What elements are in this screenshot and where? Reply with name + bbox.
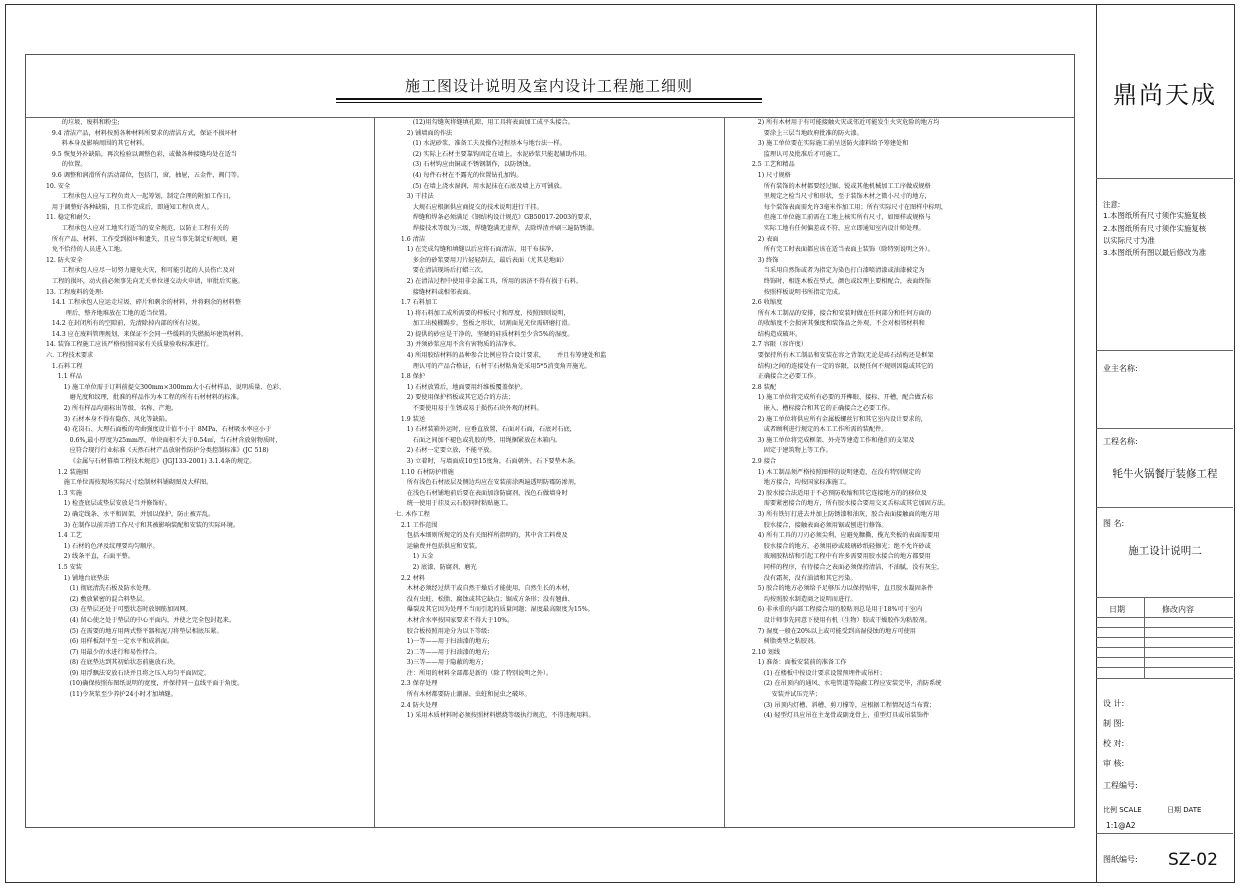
spec-line: 1) 采用木质材料时必须按照材料燃烧等级执行规范，不得违规用料。 bbox=[395, 712, 595, 720]
spec-line: 1) 施工单位需于订料前提交300mm×300mm大小石材样品，说明质量、色彩、 bbox=[46, 383, 286, 391]
spec-line: 理后，整齐地堆放在工地的适当位置。 bbox=[46, 309, 171, 317]
spec-line: 1) 石材放置后，地面要用纤维板覆盖保护。 bbox=[395, 383, 527, 391]
spec-line: 1) 五金 bbox=[395, 553, 434, 561]
spec-line: (4) 轻型灯具应吊在主龙骨或副龙骨上，重型灯具或吊装饰件 bbox=[746, 712, 930, 720]
spec-line: 焊接技术等级为三级，焊缝饱满无虚焊，去除焊渣并刷三遍防锈漆。 bbox=[395, 224, 599, 232]
spec-line: 1) 施工单位将完成所有必要的开榫眼、接标、开槽，配合做舌标 bbox=[746, 394, 934, 402]
spec-line: 3) 并须砂浆应用不含有害物质的洁净水。 bbox=[395, 341, 521, 349]
spec-line: 11. 稳定和耐久: bbox=[46, 214, 91, 222]
spec-line: 14.1 工程承包人应运走垃圾、碎片和剩余的材料，并将剩余的材料整 bbox=[46, 299, 241, 307]
spec-line: 没有虫蛀、松脂、腐蚀或其它缺点；锯成方条形；没有翘曲、 bbox=[395, 595, 574, 603]
rev-row-line bbox=[1096, 678, 1233, 679]
spec-line: 没有霜灰，没有油渍和其它污染。 bbox=[746, 574, 857, 582]
spec-line: 2.8 装配 bbox=[746, 383, 777, 391]
spec-line: 要涂上三层当地政府批准的防火漆。 bbox=[746, 129, 863, 137]
note-line: 2.本图纸所有尺寸须作实施复核 bbox=[1103, 224, 1207, 233]
spec-line: 2) 提供的砂应是干净的，坚硬的硅质材料至少含5%的湿度。 bbox=[395, 330, 574, 338]
spec-line: 2) 底漆、防腐剂、磨光 bbox=[395, 563, 477, 571]
spec-line: 4) 花岗石、大理石面板的弯曲强度设计值不小于 8MPa，石材吸水率应小于 bbox=[46, 426, 272, 434]
spec-line: 所有产品、材料、工作受到损坏和遗失，且应当事先制定好规则，避 bbox=[46, 235, 238, 243]
job-number-label: 工程编号: bbox=[1103, 781, 1138, 790]
spec-line: 14.2 在封闭所有的空隙前，先清除掉内部的所有垃圾。 bbox=[46, 320, 204, 328]
approve-label: 审 核: bbox=[1103, 759, 1125, 768]
spec-line: 3)三等——用于隐蔽的地方; bbox=[395, 659, 484, 667]
spec-line: 2.2 材料 bbox=[395, 574, 426, 582]
spec-line: 1) 尺寸规格 bbox=[746, 171, 791, 179]
spec-line: 不要使用易于生锈或易于损伤石块外观的材料。 bbox=[395, 405, 543, 413]
spec-line: 免不恰待的人员进入工地。 bbox=[46, 246, 127, 254]
tb-line-2 bbox=[1096, 350, 1233, 351]
spec-line: 1) 检查底层或垫层安放是当并修饰好。 bbox=[46, 500, 172, 508]
spec-line: 但施工单位施工前需在工地上核实所有尺寸，如图样或规格与 bbox=[746, 214, 931, 222]
spec-line: 地方接合，均按国家标准施工。 bbox=[746, 479, 851, 487]
spec-line: (2) 实际上石材主要靠钩固定在墙上，水泥砂浆只能起辅助作用。 bbox=[395, 150, 591, 158]
spec-line: 施工单位需按现场实际尺寸绘制材料铺砌图及大样图。 bbox=[46, 479, 213, 487]
design-label: 设 计: bbox=[1103, 699, 1125, 708]
spec-line: 结构造成破坏。 bbox=[746, 330, 802, 338]
spec-line: 1.7 石料加工 bbox=[395, 299, 438, 307]
spec-line: 所有浅色石材底层及侧边均应在安装前涂两遍透明防霉防渗剂， bbox=[395, 479, 581, 487]
spec-line: 9.6 调整和润滑所有活动部位，包括门，窗，抽屉，五金件，阀门等。 bbox=[46, 171, 244, 179]
rev-row-line bbox=[1096, 657, 1233, 658]
spec-line: (4) 留心使之处于垫层的中心平面内，并使之完全包封起来。 bbox=[46, 616, 236, 624]
spec-line: (8) 在底垫达到其初始状态前施放石块。 bbox=[46, 659, 180, 667]
spec-line: 玻璃胶粘结和引起工程中有许多需要用胶水接合的地方都要用 bbox=[746, 553, 931, 561]
sheet-number: SZ-02 bbox=[1168, 850, 1218, 870]
date-label: 日期 DATE bbox=[1167, 806, 1202, 814]
spec-line: 理认可的产品合格证，石材干石材粘角处采用5*5消变角开施光。 bbox=[395, 362, 591, 370]
spec-line: 3) 立着时，与墙面成10至15度角，石面朝外，石下要垫木条。 bbox=[395, 458, 580, 465]
spec-line: 需要紧密接合的地方，所有胶水接合要用交叉舌标或其它加固方法。 bbox=[746, 500, 950, 508]
spec-line: 3) 在制作以前弄清工作尺寸和其被影响装配和安装的实际环境。 bbox=[46, 521, 240, 529]
rev-row-line bbox=[1096, 637, 1233, 638]
spec-line: 工程承包人应对工地实行适当的安全规范，以防止工程有关的 bbox=[46, 224, 229, 232]
spec-line: 同样的程序，有待接合之表面必须保持清洁，不油腻，没有灰尘， bbox=[746, 563, 944, 571]
spec-column-2 bbox=[395, 118, 720, 827]
spec-line: 14.3 应在废料管理规划，来保证不会同一些缓料的失燃损坏建筑材料。 bbox=[46, 330, 248, 338]
spec-line: 木材必须经过烘干或自然干燥后才能使用，自然生长的木材， bbox=[395, 585, 574, 593]
spec-line: 多余的砂浆要用刀片轻轻刮去，最后表面（尤其是地面） bbox=[395, 256, 568, 264]
spec-line: (12)用勾缝灰将缝填孔隙，用工具将表面加工成平头接合。 bbox=[395, 119, 574, 126]
spec-line: 所有木材都要防止潮湿、虫蛀和昆虫之破坏。 bbox=[395, 691, 531, 699]
spec-line: (2) 敷放紧密的混合料垫层。 bbox=[46, 595, 149, 603]
drawing-name: 施工设计说明二 bbox=[1128, 545, 1202, 557]
column-divider-2 bbox=[724, 117, 725, 827]
spec-line: 2) 铺墙面的作法 bbox=[395, 129, 453, 137]
spec-line: 固定于建筑物上等工作。 bbox=[746, 447, 832, 455]
spec-line: 工程承包人应与工程负责人一起筹划，制定合理的附加工作日， bbox=[46, 193, 235, 201]
spec-line: 1.2 装施图 bbox=[46, 468, 89, 476]
spec-line: (3) 石材钩应由铜或不锈钢制作，以防锈蚀。 bbox=[395, 161, 535, 169]
rev-row-line bbox=[1096, 667, 1233, 668]
spec-line: (1) 在楼板中按设计要求设置预埋件或吊杆； bbox=[746, 669, 886, 677]
spec-line: 胶水接合的地方，必须用砂或玻璃砂纸轻擦光；绝不允许砂或 bbox=[746, 542, 931, 550]
spec-line: 安装并试压完毕； bbox=[746, 691, 822, 699]
spec-line: 焊缝和焊条必须满足《钢结构设计规范》GB50017-2003的要求， bbox=[395, 214, 596, 222]
document-title: 施工图设计说明及室内设计工程施工细则 bbox=[404, 77, 693, 95]
spec-line: 3) 施工单位要在实际施工前呈送防火漆料给予筹建处和 bbox=[746, 140, 909, 148]
spec-line: 接缝材料或相邻表面。 bbox=[395, 288, 475, 296]
scale-label: 比例 SCALE bbox=[1103, 806, 1142, 814]
note-line: 3.本图纸所有图以最后修改为准 bbox=[1103, 248, 1207, 257]
rev-row-line bbox=[1096, 617, 1233, 618]
project-label: 工程名称: bbox=[1103, 437, 1138, 446]
spec-line: 2) 确定线条、水平和固架，并加以保护，防止被弄乱。 bbox=[46, 510, 215, 518]
spec-line: 包括本细则所规定的及有关图样所指明的，其中含工料费及 bbox=[395, 532, 568, 540]
spec-line: 1.10 石材防护措施 bbox=[395, 468, 454, 476]
spec-line: 木材含水率按国家要求不得大于10%。 bbox=[395, 616, 514, 624]
spec-line: 3) 石材本身不得有隐伤、风化等缺陷。 bbox=[46, 415, 172, 423]
spec-line: (5) 在需要的地方用两式整平器和泥刀将垫层相底压紧。 bbox=[46, 627, 223, 635]
notes-title: 注意: bbox=[1103, 200, 1121, 209]
spec-line: 设计师事先同意下使用有机（生物）胶或干燥胶作为粘胶剂。 bbox=[746, 616, 931, 624]
spec-line: 的垃圾、废料和粉尘; bbox=[46, 119, 120, 126]
spec-line: 1) 将石料加工成所需要的样板尺寸和厚度，按照图则说明， bbox=[395, 309, 570, 317]
rev-row-line bbox=[1096, 647, 1233, 648]
spec-line: 《金属与石材幕墙工程技术规范》(JGJ133-2001) 3.1.4条的规定。 bbox=[46, 458, 256, 465]
spec-line: 1.3 实施 bbox=[46, 489, 82, 497]
spec-line: 结构)之间的连接处有一定的容限，以便任何不规则因隐或其它的 bbox=[746, 362, 934, 370]
rev-col-divider bbox=[1144, 597, 1145, 678]
spec-line: 运输费并包括供应和安装。 bbox=[395, 542, 482, 550]
note-line: 以实际尺寸为准 bbox=[1103, 236, 1155, 245]
spec-line: (5) 在墙上浇水湿润，用水泥抹在石底及墙上方可铺放。 bbox=[395, 182, 566, 190]
title-underline-1 bbox=[336, 98, 762, 100]
spec-line: 大规石应根据供应商提交的技术说明进行干挂。 bbox=[395, 203, 543, 211]
spec-line: 在浅色石材铺地前后要在表面加涂防腐剂，浅色石做墙身时 bbox=[395, 489, 568, 497]
spec-line: (1) 水泥砂浆，准备工夫及操作过程基本与地台法一样。 bbox=[395, 140, 566, 148]
spec-line: 要保持所有木工制品和安装在容之背架(无论是砖石结构还是框架 bbox=[746, 352, 934, 360]
spec-line: 5) 胶合的地方必须给予足够压力以保持贴牢，直且胶水凝固条件 bbox=[746, 585, 934, 593]
spec-line: 3) 所有铁钉打进去并加上防锈漆和油灰，胶合表面接触面的地方用 bbox=[746, 510, 940, 518]
column-divider-1 bbox=[374, 117, 375, 827]
scale-value: 1:1@A2 bbox=[1106, 821, 1136, 830]
spec-line: (2) 在吊顶内的通风、水电管道等隐蔽工程应安装完毕，消防系统 bbox=[746, 680, 942, 688]
project-name: 牦牛火锅餐厅装修工程 bbox=[1112, 468, 1218, 480]
spec-line: 10. 安全 bbox=[46, 182, 71, 190]
spec-line: 9.4 清洁产品，材料按照各种材料所要求的清洁方式，保证不损坏材 bbox=[46, 129, 237, 137]
spec-line: 2.7 容限（容许度） bbox=[746, 341, 808, 349]
spec-line: 的收缩度不会损害其强度和装饰品之外观，不会对相邻材料和 bbox=[746, 320, 925, 328]
spec-column-1 bbox=[46, 118, 370, 827]
drawing-label: 图 名: bbox=[1103, 519, 1125, 528]
title-underline-2 bbox=[336, 102, 762, 103]
spec-line: 所有完工时表面都应该在适当表面上装饰（除特别说明之外）。 bbox=[746, 246, 934, 254]
spec-line: 2.1 工作范围 bbox=[395, 521, 438, 529]
spec-line: 应符合现行行业标准《天然石材产品放射性防护分类控制标准》(JC 518) bbox=[46, 447, 269, 455]
spec-line: 六. 工程技术要求 bbox=[46, 352, 94, 360]
spec-line: 终饰时，相连木板在型式、颜色或纹理上要相配合，表面终饰 bbox=[746, 277, 931, 285]
spec-line: (11)令灰浆至少养护24小时才加填缝。 bbox=[46, 691, 177, 699]
spec-line: 6) 非承重的内部工程接合用的胶粘剂总是用于18%可于室内 bbox=[746, 606, 923, 614]
spec-line: 加工出棱棚踢步，竖板之形状，切割面见光位需研磨打滑。 bbox=[395, 320, 574, 328]
tb-line-5 bbox=[1096, 597, 1233, 598]
spec-line: 2) 线条平直，石面平整。 bbox=[46, 553, 134, 561]
spec-line: 7) 湿度一般在20%以上或可能受到高湿侵蚀的地方可使用 bbox=[746, 627, 916, 635]
spec-line: 2.5 工艺和精品 bbox=[746, 161, 795, 169]
spec-column-3 bbox=[746, 118, 1070, 827]
spec-line: 2.10 划线 bbox=[746, 648, 781, 656]
company-name: 鼎尚天成 bbox=[1113, 81, 1217, 109]
spec-line: (9) 用浮飘法安放石块并且将之压入均匀平面固定。 bbox=[46, 669, 211, 677]
spec-line: (3) 在垫层还处于可塑状态时放钢筋加固网。 bbox=[46, 606, 192, 614]
spec-line: 每个装饰表面需允许3毫米作加工用；所有实际尺寸在图样中标明， bbox=[746, 203, 948, 211]
spec-line: (4) 每件石材在不露光的位置钻孔加钩。 bbox=[395, 171, 523, 179]
spec-line: 磨光度和纹理，批准的样品作为本工程的所有石材材料的标准。 bbox=[46, 394, 243, 402]
spec-line: 12. 防火安全 bbox=[46, 256, 83, 264]
spec-line: 2) 所有木材用于有可能接触火灾或邻近可能发生火灾危险的地方均 bbox=[746, 119, 940, 126]
spec-line: 3) 终饰 bbox=[746, 256, 779, 264]
spec-line: 2) 胶水接合法适用于不必预防收缩和其它连接地方的的移位及 bbox=[746, 489, 927, 497]
spec-line: 胶水接合，接触表面必须用锯或刨进行修饰。 bbox=[746, 521, 888, 529]
note-line: 1.本图纸所有尺寸须作实施复核 bbox=[1103, 211, 1207, 220]
spec-line: 2) 要使用保护档板或其它适合的方法； bbox=[395, 394, 515, 402]
spec-line: 用于调整好各种缺陷，且工作完成后，即通知工程负责人。 bbox=[46, 203, 213, 211]
spec-line: 胶合板按照用途分为以下等级: bbox=[395, 627, 490, 635]
spec-line: 注：所用的材料全部都是新的（除了特别说明之外）。 bbox=[395, 669, 553, 677]
spec-line: 4) 所用胶结材料的品种参合比例应符合设计要求， 并且有筹建处和监 bbox=[395, 352, 607, 360]
spec-line: 2)二等——用于扫油漆的地方; bbox=[395, 648, 490, 656]
check-label: 校 对: bbox=[1103, 739, 1125, 748]
spec-line: 2) 表面 bbox=[746, 235, 779, 243]
tb-line-6 bbox=[1096, 833, 1233, 834]
spec-line: 14. 装饰工程施工应该严格按照国家有关质量验收标准进行。 bbox=[46, 341, 213, 349]
spec-line: 2.6 收缩度 bbox=[746, 299, 783, 307]
tb-line-1 bbox=[1096, 178, 1233, 179]
spec-line: 所有装饰的木材都要经过锯、锐或其他机械加工工序做成规格 bbox=[746, 182, 931, 190]
spec-line: 所有木工制品的安排，接合和安装时做在任何部分和任何方面的 bbox=[746, 309, 932, 317]
spec-line: 3) 干挂法 bbox=[395, 193, 434, 201]
spec-line: 工程承包人应尽一切努力避免火灾，和可能引起的人员伤亡及对 bbox=[46, 267, 235, 275]
spec-line: 工程的损坏，动火前必须事先向无关单位递交动火申请，审批后实施。 bbox=[46, 277, 244, 285]
owner-label: 业主名称: bbox=[1103, 364, 1138, 373]
draw-label: 制 图: bbox=[1103, 719, 1125, 728]
spec-line: 3) 施工单位将完成框架、外壳等建造工作和他们的支架及 bbox=[746, 436, 915, 444]
spec-line: 七. 木作工程 bbox=[395, 510, 430, 518]
spec-line: 9.5 恢复外补缺陷，再次检验以调整色彩，或做各种接缝均处在适当 bbox=[46, 150, 237, 158]
spec-line: 2) 施工单位将供应所有金属板螺丝钉和其它室内设计要求的， bbox=[746, 415, 927, 423]
spec-line: 正确接合之必要工作。 bbox=[746, 373, 820, 381]
rev-row-line bbox=[1096, 627, 1233, 628]
spec-line: 1.5 安装 bbox=[46, 563, 82, 571]
spec-line: (3) 吊顶内灯槽、斜槽、剪刀撑等，应根据工程情况适当布置； bbox=[746, 701, 936, 709]
title-block-divider bbox=[1096, 4, 1097, 882]
spec-line: 要在清洁现场后打蜡三次。 bbox=[395, 267, 487, 275]
spec-line: (1) 彻底清洗石板及防水处理。 bbox=[46, 585, 155, 593]
tb-line-3 bbox=[1096, 428, 1233, 429]
spec-line: 1) 石材的色泽及纹理要均匀顺序。 bbox=[46, 542, 159, 550]
spec-line: (7) 用最少的水进行和易性拌合。 bbox=[46, 648, 161, 656]
spec-line: (6) 用样板刮平至一定水平和成斜面。 bbox=[46, 638, 174, 646]
spec-line: 料本身及影响周围的其它材料。 bbox=[46, 140, 149, 148]
spec-line: 2.3 保存处理 bbox=[395, 680, 438, 688]
spec-line: 2) 石材一定要立放，不能平放。 bbox=[395, 447, 496, 455]
sheet-number-label: 图纸编号: bbox=[1103, 855, 1138, 864]
spec-line: 1) 石材装箱外运时，应垂直放置，石面对石面，石底对石底， bbox=[395, 426, 576, 434]
spec-line: 或者顾利进行规定的木工工作所需的装配件。 bbox=[746, 426, 888, 434]
spec-line: 1.1 样品 bbox=[46, 373, 82, 381]
spec-line: 统一使用于挂及云石胶同时粘贴施工。 bbox=[395, 500, 512, 508]
tb-line-4 bbox=[1096, 507, 1233, 508]
spec-line: 1) 准备：面板安装前的准备工作 bbox=[746, 659, 847, 667]
spec-line: 1.9 装送 bbox=[395, 415, 426, 423]
revision-date-header: 日期 bbox=[1109, 605, 1125, 614]
spec-line: 4) 所有工具的刀刃必须尖利，应避免糠撕，揽光夹板的表面需要用 bbox=[746, 532, 940, 540]
spec-line: 1) 铺地台底垫法 bbox=[46, 574, 110, 582]
spec-line: 爆裂及其它因为处理不当而引起的质量问题；湿度最高限度为15%。 bbox=[395, 606, 594, 614]
spec-line: 1.4 工艺 bbox=[46, 532, 82, 540]
spec-line: 13. 工程废料的处理: bbox=[46, 288, 104, 296]
spec-line: 2) 所有样品均需标出等级、名称、产地。 bbox=[46, 405, 178, 413]
spec-line: 1) 在完成勾缝和填缝以后应将石面清洁，用干布抹净， bbox=[395, 246, 558, 254]
spec-line: 嵌入，槽标接合和其它的正确接合之必要工作。 bbox=[746, 405, 894, 413]
spec-line: 1)一等——用于扫油漆的地方; bbox=[395, 638, 490, 646]
spec-line: 当采用自然饰或者为指定为染色打白漆喷清漆或油漆被定为 bbox=[746, 267, 925, 275]
spec-line: 1.石料工程 bbox=[46, 362, 83, 370]
spec-line: 树脂类型之粘胶剂。 bbox=[746, 638, 820, 646]
spec-line: 2.9 接合 bbox=[746, 458, 777, 465]
spec-line: (10)确保按照布图纸说明的宽度，并保持同一直线平面于角度。 bbox=[46, 680, 244, 688]
spec-line: 2) 在清洁过程中使用非金属工具，所用的溶济不得有损于石料， bbox=[395, 277, 583, 285]
spec-line: 石面之间加不褪色或乳胶的垫，用绳捆紧放在木箱内。 bbox=[395, 436, 562, 444]
spec-line: 2.4 防火处理 bbox=[395, 701, 438, 709]
spec-line: 监理认可及批准后才可施工。 bbox=[746, 150, 845, 158]
spec-line: 按照样板说明书所指定完成。 bbox=[746, 288, 845, 296]
spec-line: 0.6%,最小厚度为25mm厚，单块面积不大于0.54㎡，当石材含放射物质时， bbox=[46, 436, 282, 444]
spec-line: 的位置。 bbox=[46, 161, 87, 169]
revision-content-header: 修改内容 bbox=[1162, 605, 1194, 614]
spec-line: 1) 木工制品须严格按照图样的说明建造，在没有特别规定的 bbox=[746, 468, 921, 476]
spec-line: 均按照胶水制造商之说明而进行。 bbox=[746, 595, 857, 603]
spec-line: 里规定之检当尺寸和形状，至于装饰木材之微小尺寸的地方， bbox=[746, 193, 931, 201]
spec-line: 实际工地有任何偏差或不符，应立即通知室内设计师处理。 bbox=[746, 224, 925, 232]
spec-line: 1.6 清洁 bbox=[395, 235, 426, 243]
spec-line: 1.8 保护 bbox=[395, 373, 426, 381]
